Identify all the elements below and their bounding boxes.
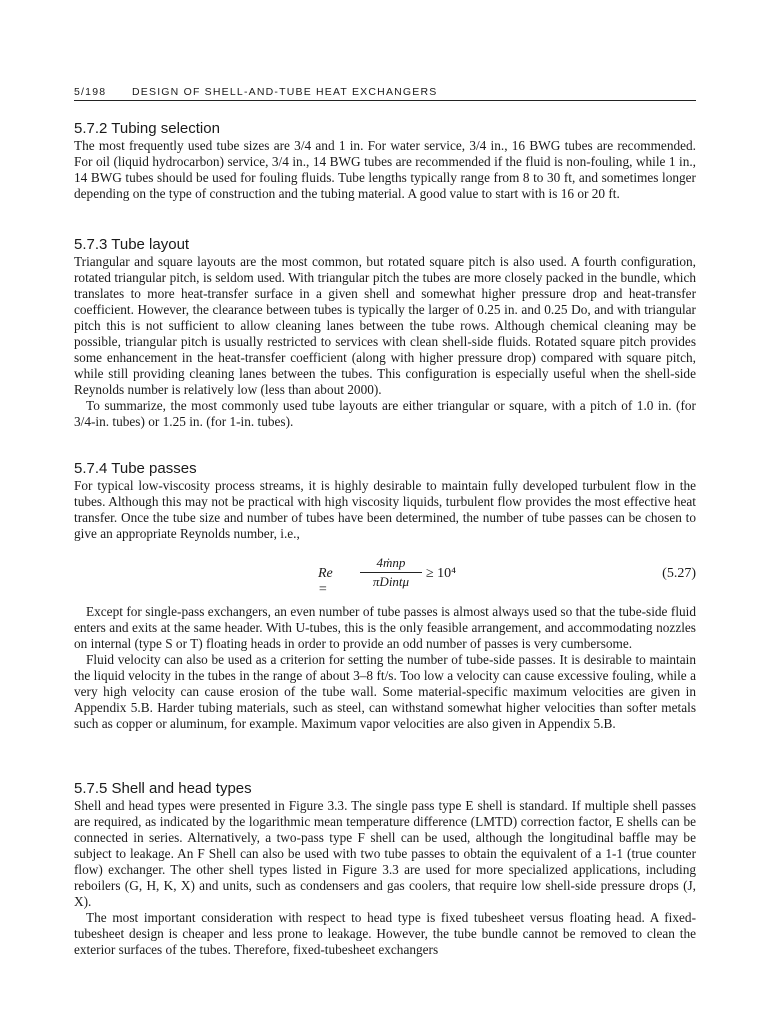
equation-denominator: πDintμ — [372, 574, 410, 589]
paragraph: To summarize, the most commonly used tube layouts are either triangular or square, with a pitch of 1.0 in. (for 3/4-in. tubes) or 1.25 in. (for 1-in. tubes). — [74, 398, 696, 429]
section-tube-layout — [74, 236, 696, 430]
page-number: 5/198 — [74, 86, 107, 98]
section-shell-and-head-types — [74, 780, 696, 958]
paragraph: Triangular and square layouts are the most common, but rotated square pitch is also used. A fourth configuration, rotated triangular pitch, is seldom used. With triangular pitch the tubes are more closely packed in the bundle, which translates to more heat-transfer surface in a given shell and somewhat higher pressure drop and heat-transfer coefficient. However, the clearance between tubes is typically the larger of 0.25 in. and 0.25 Do, and with triangular pitch this is not sufficient to allow cleaning lanes between the tube rows. Although chemical cleaning may be possible, triangular pitch is usually restricted to services with clean shell-side fluids. Rotated square pitch provides some enhancement in the heat-transfer coefficient (along with higher pressure drop) compared with square pitch, while still providing cleaning lanes between the tubes. This configuration is especially useful when the shell-side Reynolds number is relatively low (less than about 2000). — [74, 254, 696, 397]
fraction-bar — [360, 572, 422, 573]
section-tube-passes-continued — [74, 604, 696, 732]
running-title: DESIGN OF SHELL-AND-TUBE HEAT EXCHANGERS — [132, 86, 438, 98]
paragraph: The most frequently used tube sizes are 3/4 and 1 in. For water service, 3/4 in., 16 BWG tubes are recommended. For oil (liquid hydrocarbon) service, 3/4 in., 14 BWG tubes are recommended if the fluid is non-fouling, while 1 in., 14 BWG tubes should be used for fouling fluids. Tube lengths typically range from 8 to 30 ft, and sometimes longer depending on the type of construction and the tubing material. A good value to start with is 16 or 20 ft. — [74, 138, 696, 201]
paragraph: Shell and head types were presented in Figure 3.3. The single pass type E shell is standard. If multiple shell passes are required, as indicated by the logarithmic mean temperature difference (LMTD) correction factor, E shells can be connected in series. Alternatively, a two-pass type F shell can be used, although the longitudinal baffle may be subject to leakage. An F Shell can also be used with two tube passes to obtain the equivalent of a 1-1 (true counter flow) exchanger. The other shell types listed in Figure 3.3 are used for more specialized applications, including reboilers (G, H, K, X) and units, such as condensers and gas coolers, that require low shell-side pressure drops (J, X). — [74, 798, 696, 909]
equation-5-27 — [74, 555, 696, 597]
section-heading: 5.7.5 Shell and head types — [74, 780, 252, 797]
equation-rhs: ≥ 10⁴ — [426, 566, 457, 581]
header-rule — [74, 100, 696, 101]
section-heading: 5.7.3 Tube layout — [74, 236, 190, 253]
equation-lhs: Re = — [318, 566, 333, 597]
paragraph: Except for single-pass exchangers, an even number of tube passes is almost always used so that the tube-side fluid enters and exits at the same header. With U-tubes, this is the only feasible arrangement, and accommodating nozzles on internal (type S or T) floating heads in order to provide an odd number of passes is very cumbersome. — [74, 604, 696, 651]
section-heading: 5.7.4 Tube passes — [74, 460, 197, 477]
paragraph: For typical low-viscosity process streams, it is highly desirable to maintain fully developed turbulent flow in the tubes. Although this may not be practical with high viscosity liquids, turbulent flow provides the most effective heat transfer. Once the tube size and number of tubes have been determined, the number of tube passes can be chosen to give an appropriate Reynolds number, i.e., — [74, 478, 696, 541]
page — [74, 82, 696, 957]
paragraph: The most important consideration with respect to head type is fixed tubesheet versus floating head. A fixed-tubesheet design is cheaper and less prone to leakage. However, the tube bundle cannot be removed to clean the exterior surfaces of the tubes. Therefore, fixed-tubesheet exchangers — [74, 910, 696, 957]
running-head — [74, 82, 696, 98]
equation-number: (5.27) — [662, 566, 696, 581]
section-heading: 5.7.2 Tubing selection — [74, 120, 220, 137]
equation-fraction — [360, 556, 422, 589]
paragraph: Fluid velocity can also be used as a criterion for setting the number of tube-side passes. It is desirable to maintain the liquid velocity in the tubes in the range of about 3–8 ft/s. Too low a velocity can cause excessive fouling, while a very high velocity can cause erosion of the tube wall. Some material-specific maximum velocities are given in Appendix 5.B. Harder tubing materials, such as steel, can withstand somewhat higher velocities than softer metals such as copper or aluminum, for example. Maximum vapor velocities are also given in Appendix 5.B. — [74, 652, 696, 731]
section-tubing-selection — [74, 120, 696, 202]
equation-numerator: 4ṁnp — [376, 555, 406, 570]
section-tube-passes — [74, 460, 696, 542]
